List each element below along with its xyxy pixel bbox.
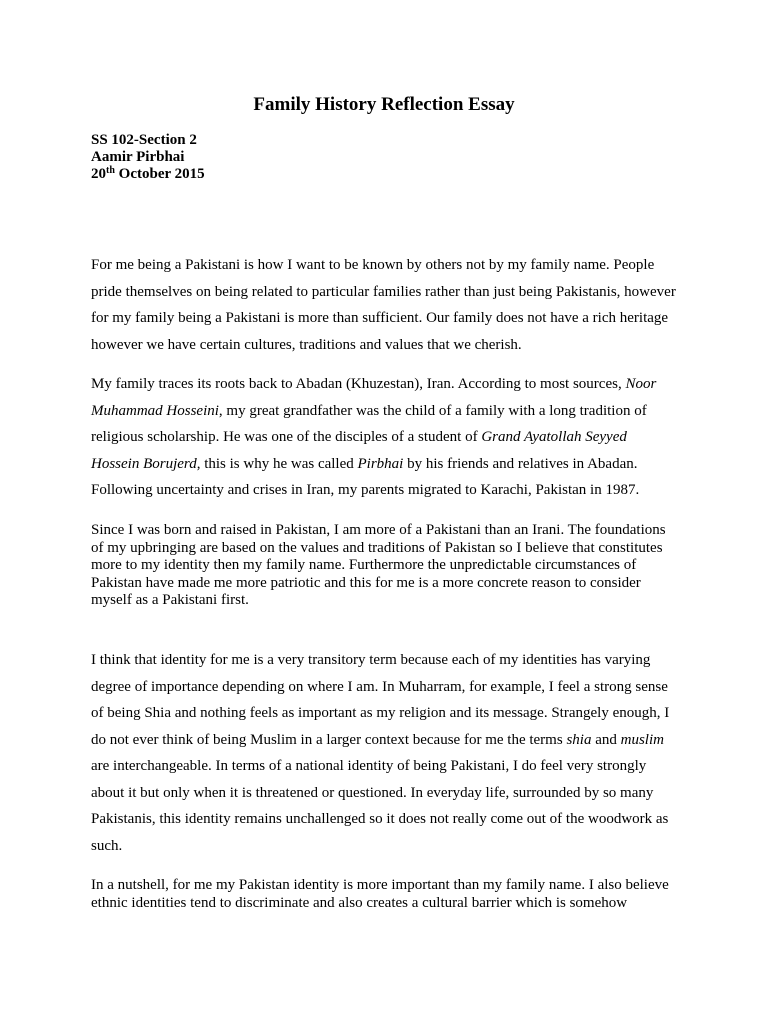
text-run: however we have certain cultures, traditions and values that we cherish. <box>91 336 522 353</box>
text-run: of being Shia and nothing feels as important as my religion and its message. Strangely enough, I <box>91 705 670 721</box>
date-day: 20 <box>91 166 106 182</box>
author-name: Aamir Pirbhai <box>91 149 185 165</box>
text-run: pride themselves on being related to particular families rather than just being Pakistanis, however <box>91 283 676 300</box>
paragraph-4 <box>91 647 681 859</box>
text-run: more to my identity then my family name. Furthermore the unpredictable circumstances of <box>91 557 637 574</box>
text-line <box>91 540 681 558</box>
text-line <box>91 279 681 306</box>
text-line <box>91 398 681 425</box>
italic-run: Muhammad Hosseini <box>91 402 219 419</box>
italic-run: muslim <box>620 731 664 748</box>
text-line <box>91 833 681 860</box>
paragraph-5 <box>91 877 681 912</box>
text-line <box>91 557 681 575</box>
text-run: are interchangeable. In terms of a national identity of being Pakistani, I do feel very strongly <box>91 758 647 774</box>
text-line <box>91 674 681 701</box>
text-line <box>91 895 681 913</box>
paragraph-2 <box>91 371 681 504</box>
text-line <box>91 877 681 895</box>
text-run: In a nutshell, for me my Pakistan identity is more important than my family name. I also believe <box>91 877 669 893</box>
italic-run: Noor <box>625 376 657 392</box>
text-run: by his friends and relatives in Abadan. <box>403 455 638 472</box>
text-line <box>91 727 681 754</box>
text-line <box>91 647 681 674</box>
text-run: degree of importance depending on where I am. In Muharram, for example, I feel a strong sense <box>91 678 668 695</box>
text-line <box>91 806 681 833</box>
text-line <box>91 424 681 451</box>
text-run: myself as a Pakistani first. <box>91 592 249 609</box>
text-line <box>91 780 681 807</box>
date-suffix: th <box>106 165 115 176</box>
text-line <box>91 305 681 332</box>
text-run: ethnic identities tend to discriminate and also creates a cultural barrier which is somehow <box>91 894 628 911</box>
italic-run: shia <box>566 731 592 748</box>
italic-run: Pirbhai <box>357 455 404 472</box>
text-line <box>91 522 681 540</box>
italic-run: Grand Ayatollah Seyyed <box>481 429 627 445</box>
text-run: My family traces its roots back to Abadan (Khuzestan), Iran. According to most sources, <box>91 376 626 392</box>
text-run: Following uncertainty and crises in Iran, my parents migrated to Karachi, Pakistan in 1987. <box>91 482 640 498</box>
text-run: and <box>591 731 621 748</box>
text-line <box>91 252 681 279</box>
text-line <box>91 575 681 593</box>
text-run: of my upbringing are based on the values and traditions of Pakistan so I believe that constitutes <box>91 539 663 556</box>
text-run: about it but only when it is threatened or questioned. In everyday life, surrounded by so many <box>91 784 654 801</box>
essay-title: Family History Reflection Essay <box>253 94 515 115</box>
text-run: for my family being a Pakistani is more than sufficient. Our family does not have a rich heritage <box>91 310 669 326</box>
text-line <box>91 592 681 610</box>
essay-meta <box>91 132 205 183</box>
text-run: Since I was born and raised in Pakistan, I am more of a Pakistani than an Irani. The foundations <box>91 522 666 538</box>
essay-date <box>91 166 205 183</box>
text-run: religious scholarship. He was one of the disciples of a student of <box>91 429 482 445</box>
text-line <box>91 700 681 727</box>
text-run: Pakistanis, this identity remains unchallenged so it does not really come out of the woodwork as <box>91 811 669 827</box>
text-run: such. <box>91 837 123 854</box>
text-run: do not ever think of being Muslim in a larger context because for me the terms <box>91 731 567 748</box>
text-line <box>91 477 681 504</box>
italic-run: Hossein Borujerd <box>91 455 197 472</box>
text-line <box>91 332 681 359</box>
text-run: I think that identity for me is a very transitory term because each of my identities has varying <box>91 652 651 668</box>
text-run: Pakistan have made me more patriotic and this for me is a more concrete reason to consider <box>91 574 641 591</box>
paragraph-1 <box>91 252 681 358</box>
paragraph-3 <box>91 522 681 610</box>
text-line <box>91 451 681 478</box>
date-rest: October 2015 <box>114 166 205 182</box>
text-run: For me being a Pakistani is how I want to be known by others not by my family name. People <box>91 257 655 273</box>
text-run: , my great grandfather was the child of a family with a long tradition of <box>218 402 647 419</box>
text-line <box>91 371 681 398</box>
text-line <box>91 753 681 780</box>
course-section: SS 102-Section 2 <box>91 132 197 148</box>
text-run: , this is why he was called <box>196 455 358 472</box>
